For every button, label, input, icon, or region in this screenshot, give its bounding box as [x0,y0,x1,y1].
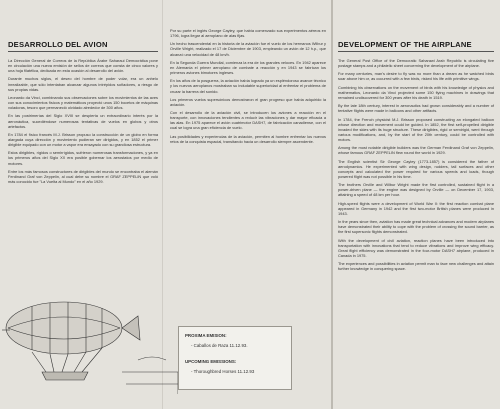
paragraph: Among the most notable dirigible builders was the German Ferdinand Graf von Zeppelin, whose famous GRAF ZEPPELIN flew round the world in 1929. [338,145,494,156]
paragraph: Estos dirigibles, rígidos o semirrígidos, sufrieron numerosas transformaciones, y ya en los primeros años del Siglo XX era posible gobernar los aerostatos por medio de motores. [8,150,158,166]
paragraph: En los años de la posguerra, la aviación había logrado ya un espléndoroso avance técnico y los nuevos aeroplanos mostraban su indudable superioridad al enfrentar el problema de cruzar la barrera del sonido. [170,78,326,94]
spanish-text-column-2 [170,28,326,147]
paragraph: Combining his observations on the movement of birds with his knowledge of physics and mathematics, Leonardo da Vinci projected some 150 flying machines in drawings that remained undiscovered for 300 years after his death in 1519. [338,84,494,100]
paragraph: Los primeros vuelos supersónicos demostraron el gran progreso que había adquirido la aviación. [170,96,326,107]
paragraph: The experiences and possibilities in aviation permit man to face new challenges and attain further knowledge in conquering space. [338,261,494,272]
paragraph: Un hecho trascendental en la historia de la aviación fue el vuelo de los hermanos Wilbur y Orville Wright, realizado el 17 de Diciembre de 1903, empleando un avión de 12 h.p., que alcanzó una velocidad de 48 km/h. [170,41,326,57]
paragraph: High-speed flights were a development of World War II: the first reaction combat plane appeared in Germany in 1942 and the first two-motor British planes were produced in 1943. [338,200,494,216]
paragraph: Por su parte el inglés George Cayley, que había comenzado sus experimentos aéreos en 1796, logra llegar al aeroplano de alas fijas. [170,28,326,39]
paragraph: Leonardo da Vinci, combinando sus observaciones sobre los movimientos de las aves con sus conocimientos físicos y matemáticos proyectó unos 150 bocetos de máquinas voladoras, tesoro que permaneció olvidado alrededor de 300 años. [8,94,158,111]
emissions-box [178,326,292,390]
paragraph: With the development of civil aviation, reaction planes have been introduced into transportation with innovations that tend to reduce vibrations and improve wing efficacy. Great flight efficiency was demonstrated in the four-motor DASH7 airplane, produced in Canada in 1975. [338,237,494,258]
next-emission-label: PROXIMA EMISION: [185,333,227,338]
center-fold [331,0,333,409]
english-text-column [338,58,494,275]
paragraph: The General Post Office of the Democratic Saharawi Arab Republic is circulating five postage stamps and a philatelic sheet concerning the development of the airplane. [338,58,494,69]
paragraph: In 1784, the French physicist M.J. Brisson proposed constructing an elongated balloon whose direction and movement could be guided. In 1852, the first self-propelled dirigible invaded the skies with its huge structure. These dirigibles, rigid or semirigid, went through various modifications, and, by the start of the 20th century, could be controlled with motors. [338,116,494,142]
spanish-text-column-1 [8,58,158,187]
paragraph: The brothers Orville and Wilbur Wright made the first controlled, sustained flight in a power-driven plane — the engine was designed by Orville — on December 17, 1903, attaining a speed of 48 km per hour. [338,182,494,198]
paragraph: Las posibilidades y experiencias de la aviación, permiten al hombre enfrentar los nuevos retos de la conquista espacial, transitando hacia un desarrollo siempre ascendente. [170,133,326,144]
paragraph: By the late 18th century, interest in aeronautics had grown considerably and a number of tentative flights were made in balloons and other artifacts. [338,103,494,114]
paragraph: Durante muchos siglos, el deseo del hombre de poder volar, era un anhelo inrealizable, que sólo intentaban alcanzar algunos intrépidos soñadores, a riesgo de sus propias vidas. [8,76,158,92]
paragraph: In the years since then, aviation has made great technical advances and modern airplanes have demonstrated their ability to cope with the problem of crossing the sound barrier, as the first supersonic flights demonstrated. [338,219,494,235]
paragraph: Entre los más famosos constructores de dirigibles del mundo se encontraba el alemán Ferdinand Graf von Zeppelin, al cual debe su nombre el GRAF ZEPPELIN que voló más conocido fue "La Vuelta al Mundo" en el año 1929. [8,168,158,184]
paragraph: En la Segunda Guerra Mundial, comienza la era de los grandes veloces. En 1942 aparece en Alemania el primer aeroplano de combate a reacción y en 1943 se fabrican los primeros aviones bimotores ingleses. [170,59,326,76]
paragraph: La Dirección General de Correos de la República Árabe Saharaui Democrática pone en circulación una nueva emisión de sellos de correos que consta de cinco valores y una hoja filatélica, dedicada en esta ocasión al desarrollo del avión. [8,58,158,74]
spanish-title: DESARROLLO DEL AVION [8,40,158,52]
english-title: DEVELOPMENT OF THE AIRPLANE [338,40,494,52]
paragraph: Con el desarrollo de la aviación civil, se introducen los aviones a reacción en el transporte, con innovaciones tendientes a reducir las vibraciones y dar mayor eficacia a las alas. En 1975 aparece el avión cuatrimotor DASH7, de fabricación canadiense, con el cual se logra una gran eficiencia de vuelo. [170,110,326,131]
upcoming-emissions-value: - Thoroughbred Horses 11.12.93 [191,369,255,374]
paragraph: The English scientist Sir George Cayley (1773-1857) is considered the father of aerodynamics. He experimented with wing design, rudders, tail surfaces and other concepts and calculated the power required for various speeds and loads, though powered flight was not possible in his time. [338,158,494,179]
paragraph: En las postrimerías del Siglo XVIII se despierta un extraordinario interés por la aeronáutica, sucediéndose numerosas tentativas de vuelos en globos y otros artefactos. [8,113,158,129]
next-emission-value: - Caballos de Raza 11.12.93. [191,343,248,348]
paragraph: En 1784 el físico francés M.J. Brisson propuso la construcción de un globo en forma alargada cuya dirección y movimiento pudieran ser dirigidos, y en 1852 el primer dirigible equipado con un motor a vapor era ensayado con su grandiosa estructura. [8,131,158,148]
paragraph: For many centuries, man's desire to fly was no more than a dream as he watched birds soar above him or, as occurred with a few birds, risked his life with primitive wings. [338,71,494,82]
upcoming-emissions-label: UPCOMING EMISSIONS: [185,359,237,364]
airship-illustration [2,268,178,398]
